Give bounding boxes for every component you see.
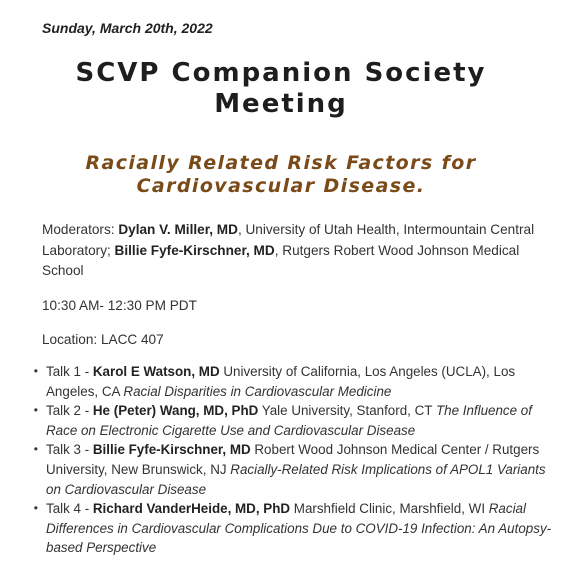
talk-prefix: Talk 3 - <box>46 442 93 458</box>
talk-speaker: Karol E Watson, MD <box>92 364 220 379</box>
bullet-icon: • <box>33 501 38 516</box>
talk-title: The Influence of Race on Electronic Cigarette Use and Cardiovascular Disease <box>46 403 532 438</box>
bullet-icon: • <box>33 403 38 418</box>
talk-title: Racially-Related Risk Implications of APOL1 Variants on Cardiovascular Disease <box>46 461 546 497</box>
page-title <box>0 58 562 120</box>
moderators-label: Moderators: <box>42 222 119 237</box>
bullet-icon: • <box>33 364 38 378</box>
talk-prefix: Talk 2 - <box>46 403 93 419</box>
moderators-paragraph <box>42 220 554 282</box>
event-date: Sunday, March 20th, 2022 <box>42 20 213 36</box>
talk-speaker: Billie Fyfe-Kirschner, MD <box>92 442 251 458</box>
list-item <box>33 401 552 440</box>
subtitle-line-1: Racially Related Risk Factors for <box>85 152 477 174</box>
talks-list <box>33 362 552 558</box>
talk-affiliation: Marshfield Clinic, Marshfield, WI <box>290 501 489 517</box>
session-subtitle <box>0 152 562 198</box>
moderator-2-affiliation: , Rutgers Robert Wood Johnson Medical School <box>42 242 520 278</box>
talk-prefix: Talk 1 - <box>46 364 93 379</box>
talk-speaker: Richard VanderHeide, MD, PhD <box>92 501 291 517</box>
talk-title: Racial Differences in Cardiovascular Complications Due to COVID-19 Infection: An Autopsy-based Perspective <box>46 501 552 556</box>
bullet-icon: • <box>33 442 38 457</box>
title-line-2: Meeting <box>214 89 348 119</box>
list-item <box>33 440 552 499</box>
moderator-1-affiliation: , University of Utah Health, Intermountain Central Laboratory; <box>42 222 535 258</box>
moderator-1-name: Dylan V. Miller, MD <box>118 222 238 237</box>
talk-title: Racial Disparities in Cardiovascular Medicine <box>123 383 392 399</box>
talk-speaker: He (Peter) Wang, MD, PhD <box>92 403 259 419</box>
moderator-2-name: Billie Fyfe-Kirschner, MD <box>114 242 275 258</box>
talk-affiliation: Robert Wood Johnson Medical Center / Rutgers University, New Brunswick, NJ <box>46 442 540 477</box>
session-time: 10:30 AM- 12:30 PM PDT <box>42 298 197 313</box>
list-item <box>33 362 552 401</box>
talk-affiliation: Yale University, Stanford, CT <box>258 403 436 419</box>
subtitle-line-2: Cardiovascular Disease. <box>136 175 426 197</box>
talk-prefix: Talk 4 - <box>46 501 93 517</box>
session-location: Location: LACC 407 <box>42 332 164 347</box>
title-line-1: SCVP Companion Society <box>75 58 487 88</box>
list-item <box>33 499 552 558</box>
talk-affiliation: University of California, Los Angeles (UCLA), Los Angeles, CA <box>46 364 516 399</box>
